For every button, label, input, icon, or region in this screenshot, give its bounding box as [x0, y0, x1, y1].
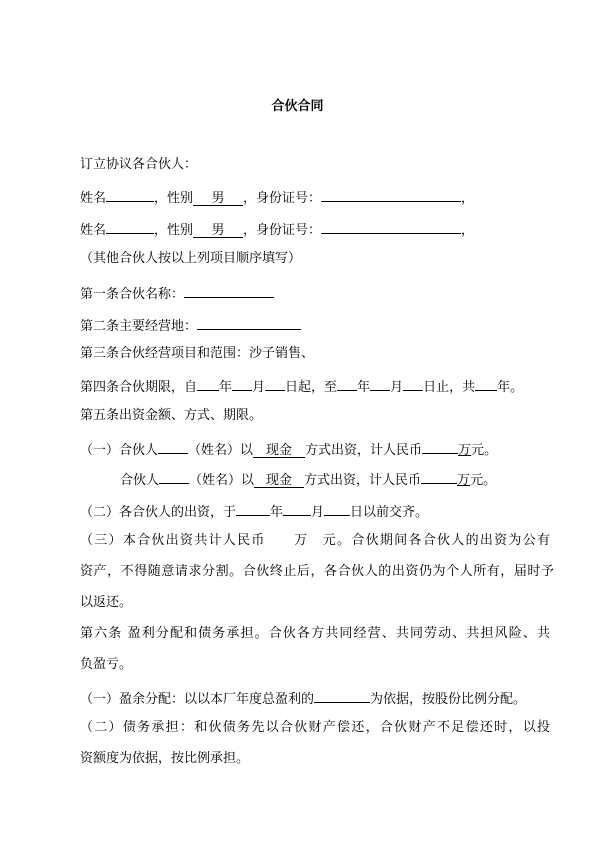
line-end: ，	[461, 191, 475, 206]
end-month-blank[interactable]	[370, 377, 390, 391]
article-5: 第五条出资金额、方式、期限。	[80, 408, 263, 423]
total-years-blank[interactable]	[475, 377, 497, 391]
clause-2-end: 日以前交齐。	[350, 505, 429, 520]
article-2-text: 第二条主要经营地：	[80, 319, 198, 334]
day-label: 日起，至	[285, 380, 338, 395]
year-label: 年	[219, 380, 233, 395]
article-1-text: 第一条合伙名称：	[80, 287, 185, 302]
month-label: 月	[252, 380, 266, 395]
unit-label: 万	[458, 443, 472, 458]
contribution-text: 方式出资，计人民币	[304, 473, 422, 488]
gender-label: ，性别	[154, 191, 194, 206]
contribution-line-2	[120, 470, 496, 489]
unit-label: 万	[457, 473, 471, 488]
deadline-day-blank[interactable]	[324, 502, 350, 516]
clause-3-line-1: （三）本合伙出资共计人民币 万 元。合伙期间各合伙人的出资为公有	[80, 533, 550, 548]
article-6-line-2: 负盈亏。	[80, 657, 133, 672]
contribution-text: 方式出资，计人民币	[305, 443, 423, 458]
contribution-prefix: （一）合伙人	[80, 443, 159, 458]
day-label: 日止，共	[423, 380, 476, 395]
partner-name-blank[interactable]	[158, 440, 188, 454]
article-4-text: 第四条合伙期限，自	[80, 380, 198, 395]
name-blank[interactable]	[106, 220, 154, 234]
article-1	[80, 284, 274, 303]
contribution-method: 现金	[254, 474, 304, 488]
contribution-text: （姓名）以	[189, 473, 255, 488]
intro-line: 订立协议各合伙人：	[80, 157, 198, 172]
profit-distribution	[80, 689, 526, 708]
note-line: （其他合伙人按以上列项目顺序填写）	[80, 251, 302, 266]
clause-3-line-3: 以返还。	[80, 595, 133, 610]
contribution-prefix: 合伙人	[120, 473, 160, 488]
start-year-blank[interactable]	[197, 377, 219, 391]
id-label: ，身份证号：	[243, 223, 322, 238]
amount-blank[interactable]	[422, 440, 458, 454]
clause-2	[80, 502, 428, 521]
id-label: ，身份证号：	[243, 191, 322, 206]
partner-name-blank[interactable]	[159, 470, 189, 484]
name-blank[interactable]	[106, 188, 154, 202]
gender-value: 男	[193, 192, 243, 206]
clause-2-text: （二）各合伙人的出资，于	[80, 505, 237, 520]
currency-label: 元。	[471, 443, 498, 458]
deadline-year-blank[interactable]	[236, 502, 270, 516]
contribution-text: （姓名）以	[188, 443, 254, 458]
article-2	[80, 316, 301, 335]
month-label: 月	[390, 380, 404, 395]
debt-line-1: （二）债务承担：和伙债务先以合伙财产偿还，合伙财产不足偿还时，以投	[80, 720, 550, 735]
line-end: ，	[461, 223, 475, 238]
currency-label: 元。	[470, 473, 497, 488]
article-3: 第三条合伙经营项目和范围：沙子销售、	[80, 346, 315, 361]
partnership-name-blank[interactable]	[184, 284, 274, 298]
gender-label: ，性别	[154, 223, 194, 238]
debt-line-2: 资额度为依据，按比例承担。	[80, 751, 250, 766]
profit-text-end: 为依据，按股份比例分配。	[370, 692, 527, 707]
year-label: 年	[270, 505, 284, 520]
gender-value: 男	[193, 224, 243, 238]
name-label: 姓名	[80, 191, 107, 206]
deadline-month-blank[interactable]	[283, 502, 311, 516]
start-month-blank[interactable]	[232, 377, 252, 391]
location-blank[interactable]	[197, 316, 301, 330]
profit-text: （一）盈余分配：以以本厂年度总盈利的	[80, 692, 315, 707]
amount-blank[interactable]	[421, 470, 457, 484]
id-blank[interactable]	[321, 220, 461, 234]
article-4	[80, 377, 523, 396]
page-title: 合伙合同	[271, 99, 324, 114]
contribution-method: 现金	[253, 444, 305, 458]
end-day-blank[interactable]	[403, 377, 423, 391]
year-label: 年	[357, 380, 371, 395]
year-end-label: 年。	[497, 380, 524, 395]
id-blank[interactable]	[321, 188, 461, 202]
start-day-blank[interactable]	[265, 377, 285, 391]
partner-line-2	[80, 220, 474, 239]
partner-line-1	[80, 188, 474, 207]
clause-3-line-2: 资产，不得随意请求分割。合伙终止后，各合伙人的出资仍为个人所有，届时予	[80, 564, 554, 579]
contribution-line-1	[80, 440, 497, 459]
end-year-blank[interactable]	[337, 377, 357, 391]
article-6-line-1: 第六条 盈利分配和债务承担。合伙各方共同经营、共同劳动、共担风险、共	[80, 626, 550, 641]
month-label: 月	[311, 505, 325, 520]
name-label: 姓名	[80, 223, 107, 238]
profit-share-blank[interactable]	[314, 689, 370, 703]
